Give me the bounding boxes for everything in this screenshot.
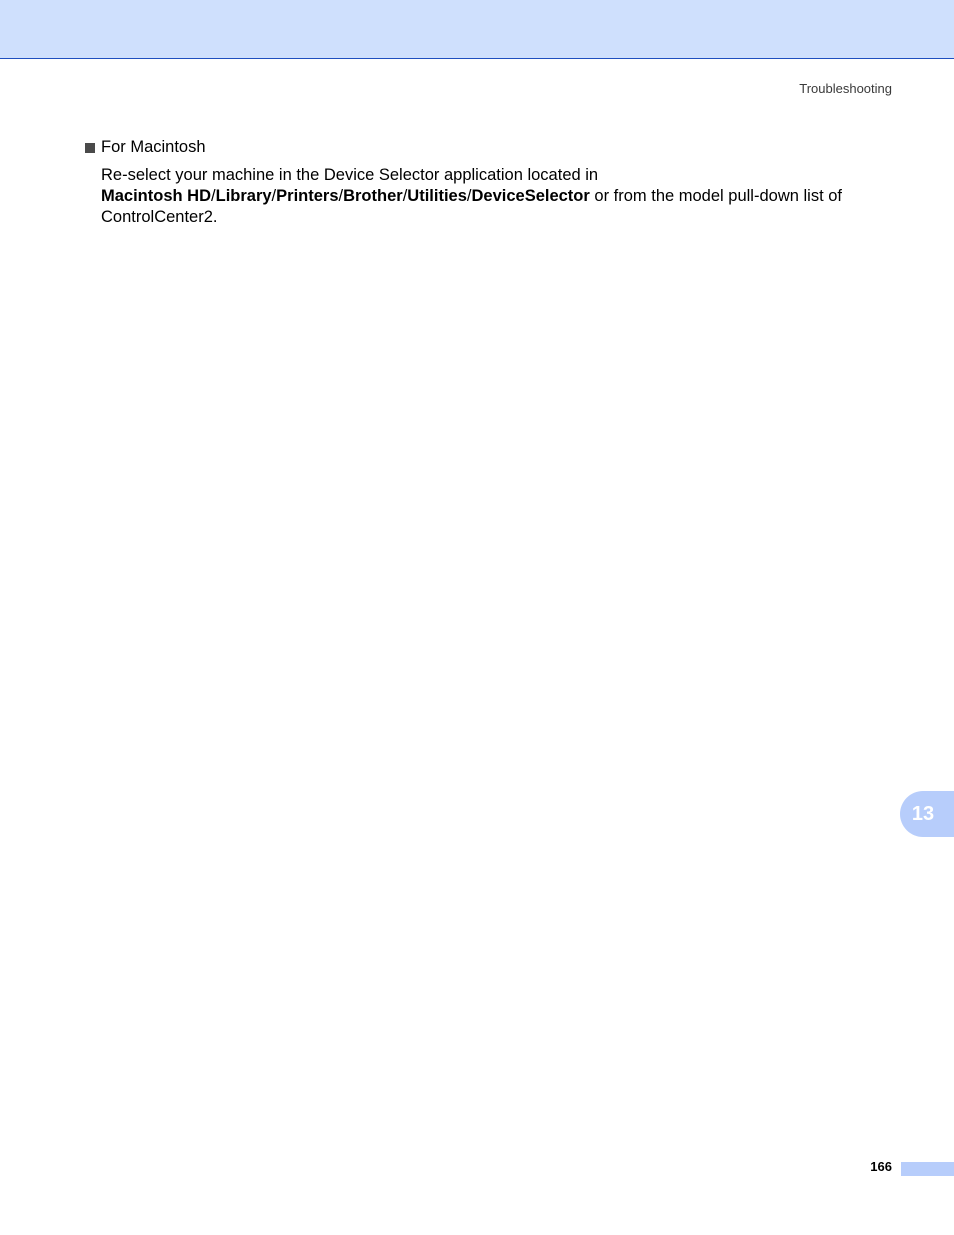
page-number: 166	[870, 1159, 892, 1174]
path-separator: /	[211, 187, 216, 205]
path-separator: /	[338, 187, 344, 205]
path-separator: /	[271, 187, 277, 205]
bullet-item	[85, 138, 206, 157]
paragraph-intro: Re-select your machine in the Device Selector application located in	[101, 166, 599, 184]
path-segment-brother: Brother	[343, 187, 403, 205]
path-segment-utilities: Utilities	[407, 187, 467, 205]
path-segment-deviceselector: DeviceSelector	[471, 187, 590, 205]
chapter-number: 13	[911, 802, 935, 825]
path-separator: /	[466, 187, 472, 205]
top-header-band	[0, 0, 954, 59]
path-segment-library: Library	[215, 187, 272, 205]
running-header-title: Troubleshooting	[799, 81, 892, 96]
path-segment-printers: Printers	[276, 187, 339, 205]
chapter-tab	[900, 791, 954, 837]
path-segment-macintosh-hd: Macintosh HD	[101, 187, 212, 205]
path-separator: /	[402, 187, 408, 205]
page-number-bar	[901, 1162, 954, 1176]
instruction-paragraph	[101, 165, 891, 228]
bullet-heading: For Macintosh	[101, 138, 206, 156]
paragraph-suffix: or from the model pull-down list of ControlCenter2.	[101, 187, 843, 226]
square-bullet-icon	[85, 143, 95, 153]
